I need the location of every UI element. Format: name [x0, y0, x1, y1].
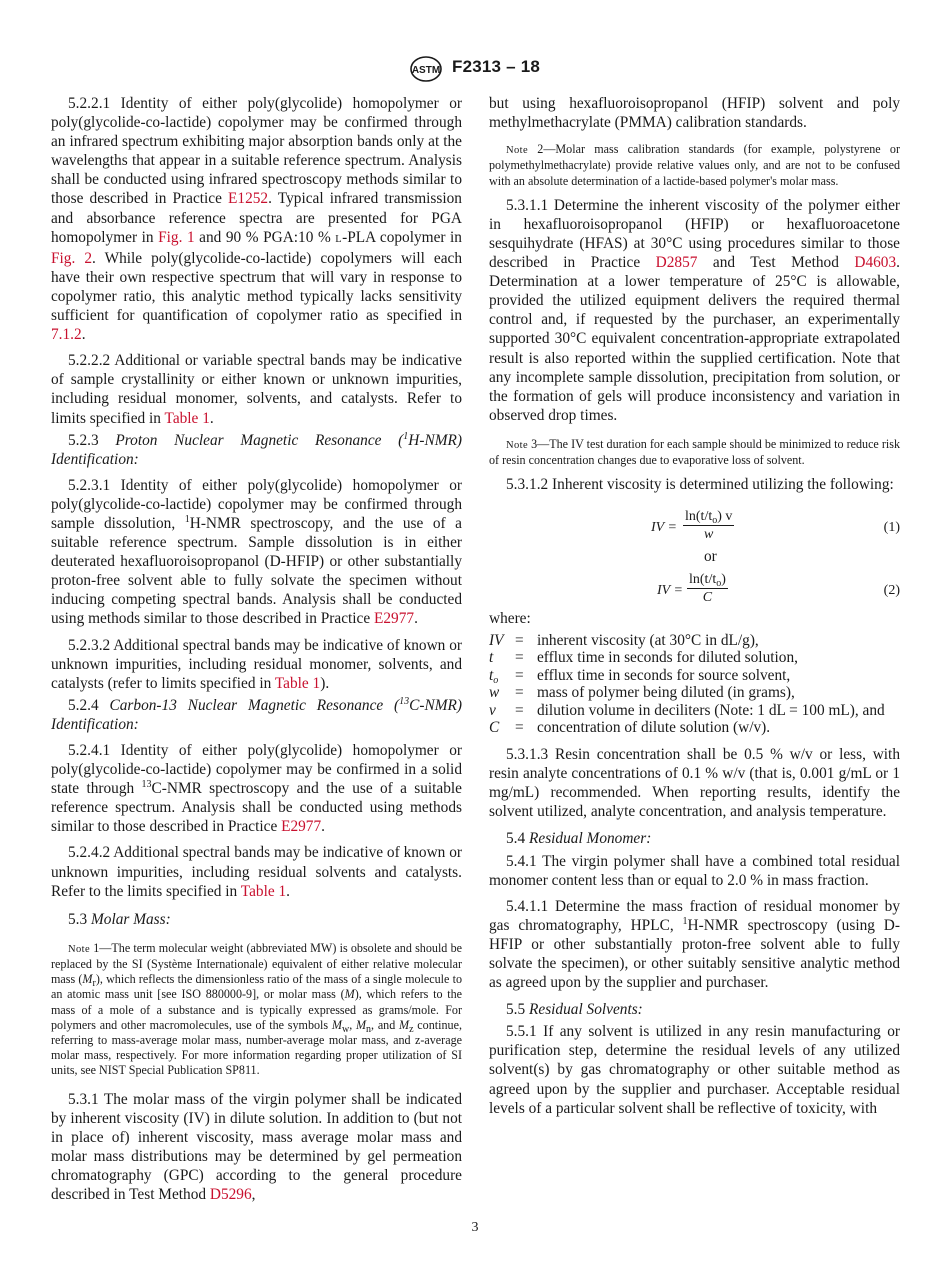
- link-d2857[interactable]: D2857: [655, 254, 698, 272]
- para-5-3-1-3: 5.3.1.3 Resin concentration shall be 0.5 % w/v or less, with resin analyte concentrations of 0.1 % w/v (that is, 0.001 g/mL or 1 mg/mL) recommended. When reporting results, identify the solvent utilized, analyte concentration, and analysis temperature.: [489, 746, 900, 821]
- definition-row: w = mass of polymer being diluted (in grams),: [489, 684, 795, 702]
- definitions-table: [489, 632, 900, 738]
- note-1: Note 1—The term molecular weight (abbreviated MW) is obsolete and should be replaced by the SI (Système Internationale) equivalent of either relative molecular mass $(M_r)$, which reflects the dimensionless ratio of the mass of a single molecule to an atomic mass unit [see ISO 880000-9], or molar mass (M), which refers to the mass of a mole of a substance and is typically expressed as grams/mole. For polymers and other macromolecules, use of the symbols $M_w$, $M_n$, and $M_z$ continue, referring to mass-average molar mass, number-average molar mass, and z-average molar mass, respectively. For more information regarding proper utilization of SI units, see NIST Special Publication SP811.: [51, 940, 463, 1078]
- equation-1: IV = $\frac{\ln(t/t_o) v}{w}$ (1): [651, 509, 900, 543]
- para-5-2-2-2: 5.2.2.2 Additional or variable spectral bands may be indicative of sample crystallinity or either known or unknown impurities, including residual monomer, solvents, and catalysts. Refer to limits specified in Table 1.: [51, 352, 462, 427]
- para-5-2-3-2: 5.2.3.2 Additional spectral bands may be indicative of known or unknown impurities, including residual monomer, solvents, and catalysts (refer to limits specified in Table 1).: [51, 636, 462, 692]
- link-d5296[interactable]: D5296: [209, 1186, 252, 1204]
- link-e2977[interactable]: E2977: [374, 610, 415, 628]
- astm-logo-icon: [409, 56, 443, 82]
- link-fig-2[interactable]: Fig. 2: [51, 249, 93, 267]
- para-5-2-3-1: 5.2.3.1 Identity of either poly(glycolide) homopolymer or poly(glycolide-co-lactide) copolymer may be confirmed through sample dissolution, $^1$H-NMR spectroscopy, and the use of a suitable reference spectrum. Sample dissolution is in either deuterated hexafluoroisopropanol (D-HFIP) or other substantially proton-free solvent able to fully solvate the specimen without inducing competing spectral bands. Analysis shall be conducted using methods similar to those described in Practice E2977.: [51, 476, 462, 628]
- equation-2: IV = $\frac{\ln(t/t_o)}{C}$ (2): [657, 572, 900, 606]
- para-5-4-1: 5.4.1 The virgin polymer shall have a combined total residual monomer content less than or equal to 2.0 % in mass fraction.: [489, 852, 900, 889]
- para-5-2-4-2: 5.2.4.2 Additional spectral bands may be indicative of known or unknown impurities, including residual solvents and catalysts. Refer to the limits specified in Table 1.: [51, 844, 462, 900]
- equation-or: or: [704, 548, 717, 566]
- document-id: F2313 – 18: [452, 57, 541, 76]
- para-5-3-1-2: 5.3.1.2 Inherent viscosity is determined utilizing the following:: [506, 476, 894, 494]
- heading-5-3: 5.3 Molar Mass:: [68, 910, 171, 928]
- para-5-2-2-1: 5.2.2.1 Identity of either poly(glycolide) homopolymer or poly(glycolide-co-lactide) copolymer may be confirmed through an infrared spectrum exhibiting major absorption bands only at the wavelengths that appear in a suitable reference spectrum. Analysis shall be conducted using infrared spectroscopy methods similar to those described in Practice E1252. Typical infrared transmission and absorbance reference spectra are presented for PGA homopolymer in Fig. 1 and 90 % PGA:10 % L-PLA copolymer in Fig. 2. While poly(glycolide-co-lactide) copolymers will each have their own respective spectrum that will vary in response to copolymer ratio, this analytic method typically lacks sensitivity sufficient for quantification of copolymer ratio as specified in 7.1.2.: [51, 95, 462, 344]
- definition-row: IV = inherent viscosity (at 30°C in dL/g),: [489, 631, 759, 649]
- note-2: Note 2—Molar mass calibration standards (for example, polystyrene or polymethylmethacrylate) provide relative values only, and are not to be confused with an absolute determination of a lactide-based polymer's molar mass.: [489, 142, 900, 188]
- svg-text:ASTM: ASTM: [411, 65, 441, 76]
- definition-row: $t_o$ = efflux time in seconds for source solvent,: [489, 666, 791, 686]
- heading-5-2-4: 5.2.4 Carbon-13 Nuclear Magnetic Resonance ($^{13}$C-NMR) Identification:: [51, 695, 463, 733]
- para-5-5-1: 5.5.1 If any solvent is utilized in any resin manufacturing or purification step, determine the residual levels of any utilized solvent(s) by gas chromatography or other suitable method as agreed upon by the supplier and purchaser. Acceptable residual levels of a particular solvent shall be reflective of toxicity, with: [489, 1023, 900, 1117]
- page-number: 3: [471, 1220, 479, 1235]
- para-5-2-4-1: 5.2.4.1 Identity of either poly(glycolide) homopolymer or poly(glycolide-co-lactide) copolymer may be confirmed in a solid state through $^{13}$C-NMR spectroscopy and the use of a suitable reference spectrum. Analysis shall be conducted using methods similar to those described in Practice E2977.: [51, 742, 462, 836]
- heading-5-2-3: 5.2.3 Proton Nuclear Magnetic Resonance ($^1$H-NMR) Identification:: [51, 430, 462, 468]
- definition-row: v = dilution volume in deciliters (Note: 1 dL = 100 mL), and: [489, 701, 885, 719]
- right-column: [489, 94, 900, 1121]
- definition-row: C = concentration of dilute solution (w/v).: [489, 719, 771, 737]
- link-table-1[interactable]: Table 1: [274, 674, 321, 692]
- link-d4603[interactable]: D4603: [854, 254, 897, 272]
- para-5-3-1: 5.3.1 The molar mass of the virgin polymer shall be indicated by inherent viscosity (IV) in dilute solution. In addition to (but not in place of) inherent viscosity, mass average molar mass and molar mass distributions may be determined by gel permeation chromatography (GPC) according to the general procedure described in Test Method D5296,: [51, 1090, 462, 1204]
- para-continued: but using hexafluoroisopropanol (HFIP) solvent and poly methylmethacrylate (PMMA) calibration standards.: [489, 95, 900, 132]
- link-table-1[interactable]: Table 1: [240, 882, 287, 900]
- link-e2977[interactable]: E2977: [281, 818, 322, 836]
- link-7-1-2[interactable]: 7.1.2: [51, 326, 82, 344]
- link-fig-1[interactable]: Fig. 1: [158, 228, 195, 246]
- page-header: [0, 56, 950, 84]
- link-table-1[interactable]: Table 1: [164, 409, 210, 427]
- definition-row: t = efflux time in seconds for diluted solution,: [489, 649, 798, 667]
- para-5-4-1-1: 5.4.1.1 Determine the mass fraction of residual monomer by gas chromatography, HPLC, $^1$H-NMR spectroscopy (using D-HFIP or other substantially proton-free solvent able to fully solvate the specimen), or other suitably sensitive analytic method as agreed upon by the supplier and purchaser.: [489, 897, 900, 992]
- heading-5-4: 5.4 Residual Monomer:: [506, 830, 652, 848]
- para-5-3-1-1: 5.3.1.1 Determine the inherent viscosity of the polymer either in hexafluoroisopropanol (HFIP) or hexafluoroacetone sesquihydrate (HFAS) at 30°C using procedures similar to those described in Practice D2857 and Test Method D4603. Determination at a lower temperature of 25°C is allowable, provided the utilized equipment delivers the required thermal control and, if requested by the purchaser, an experimentally supported 30°C equivalent concentration-appropriate extrapolated result is also reported within the supplied certification. Note that any incomplete sample dissolution, precipitation from solution, or the formation of gels will produce inconsistency and variation in observed drop times.: [489, 196, 900, 424]
- note-3: Note 3—The IV test duration for each sample should be minimized to reduce risk of resin concentration changes due to evaporative loss of solvent.: [489, 436, 900, 468]
- heading-5-5: 5.5 Residual Solvents:: [506, 1001, 643, 1019]
- link-e1252[interactable]: E1252: [228, 190, 269, 208]
- where-label: where:: [489, 610, 531, 628]
- left-column: [51, 94, 462, 1207]
